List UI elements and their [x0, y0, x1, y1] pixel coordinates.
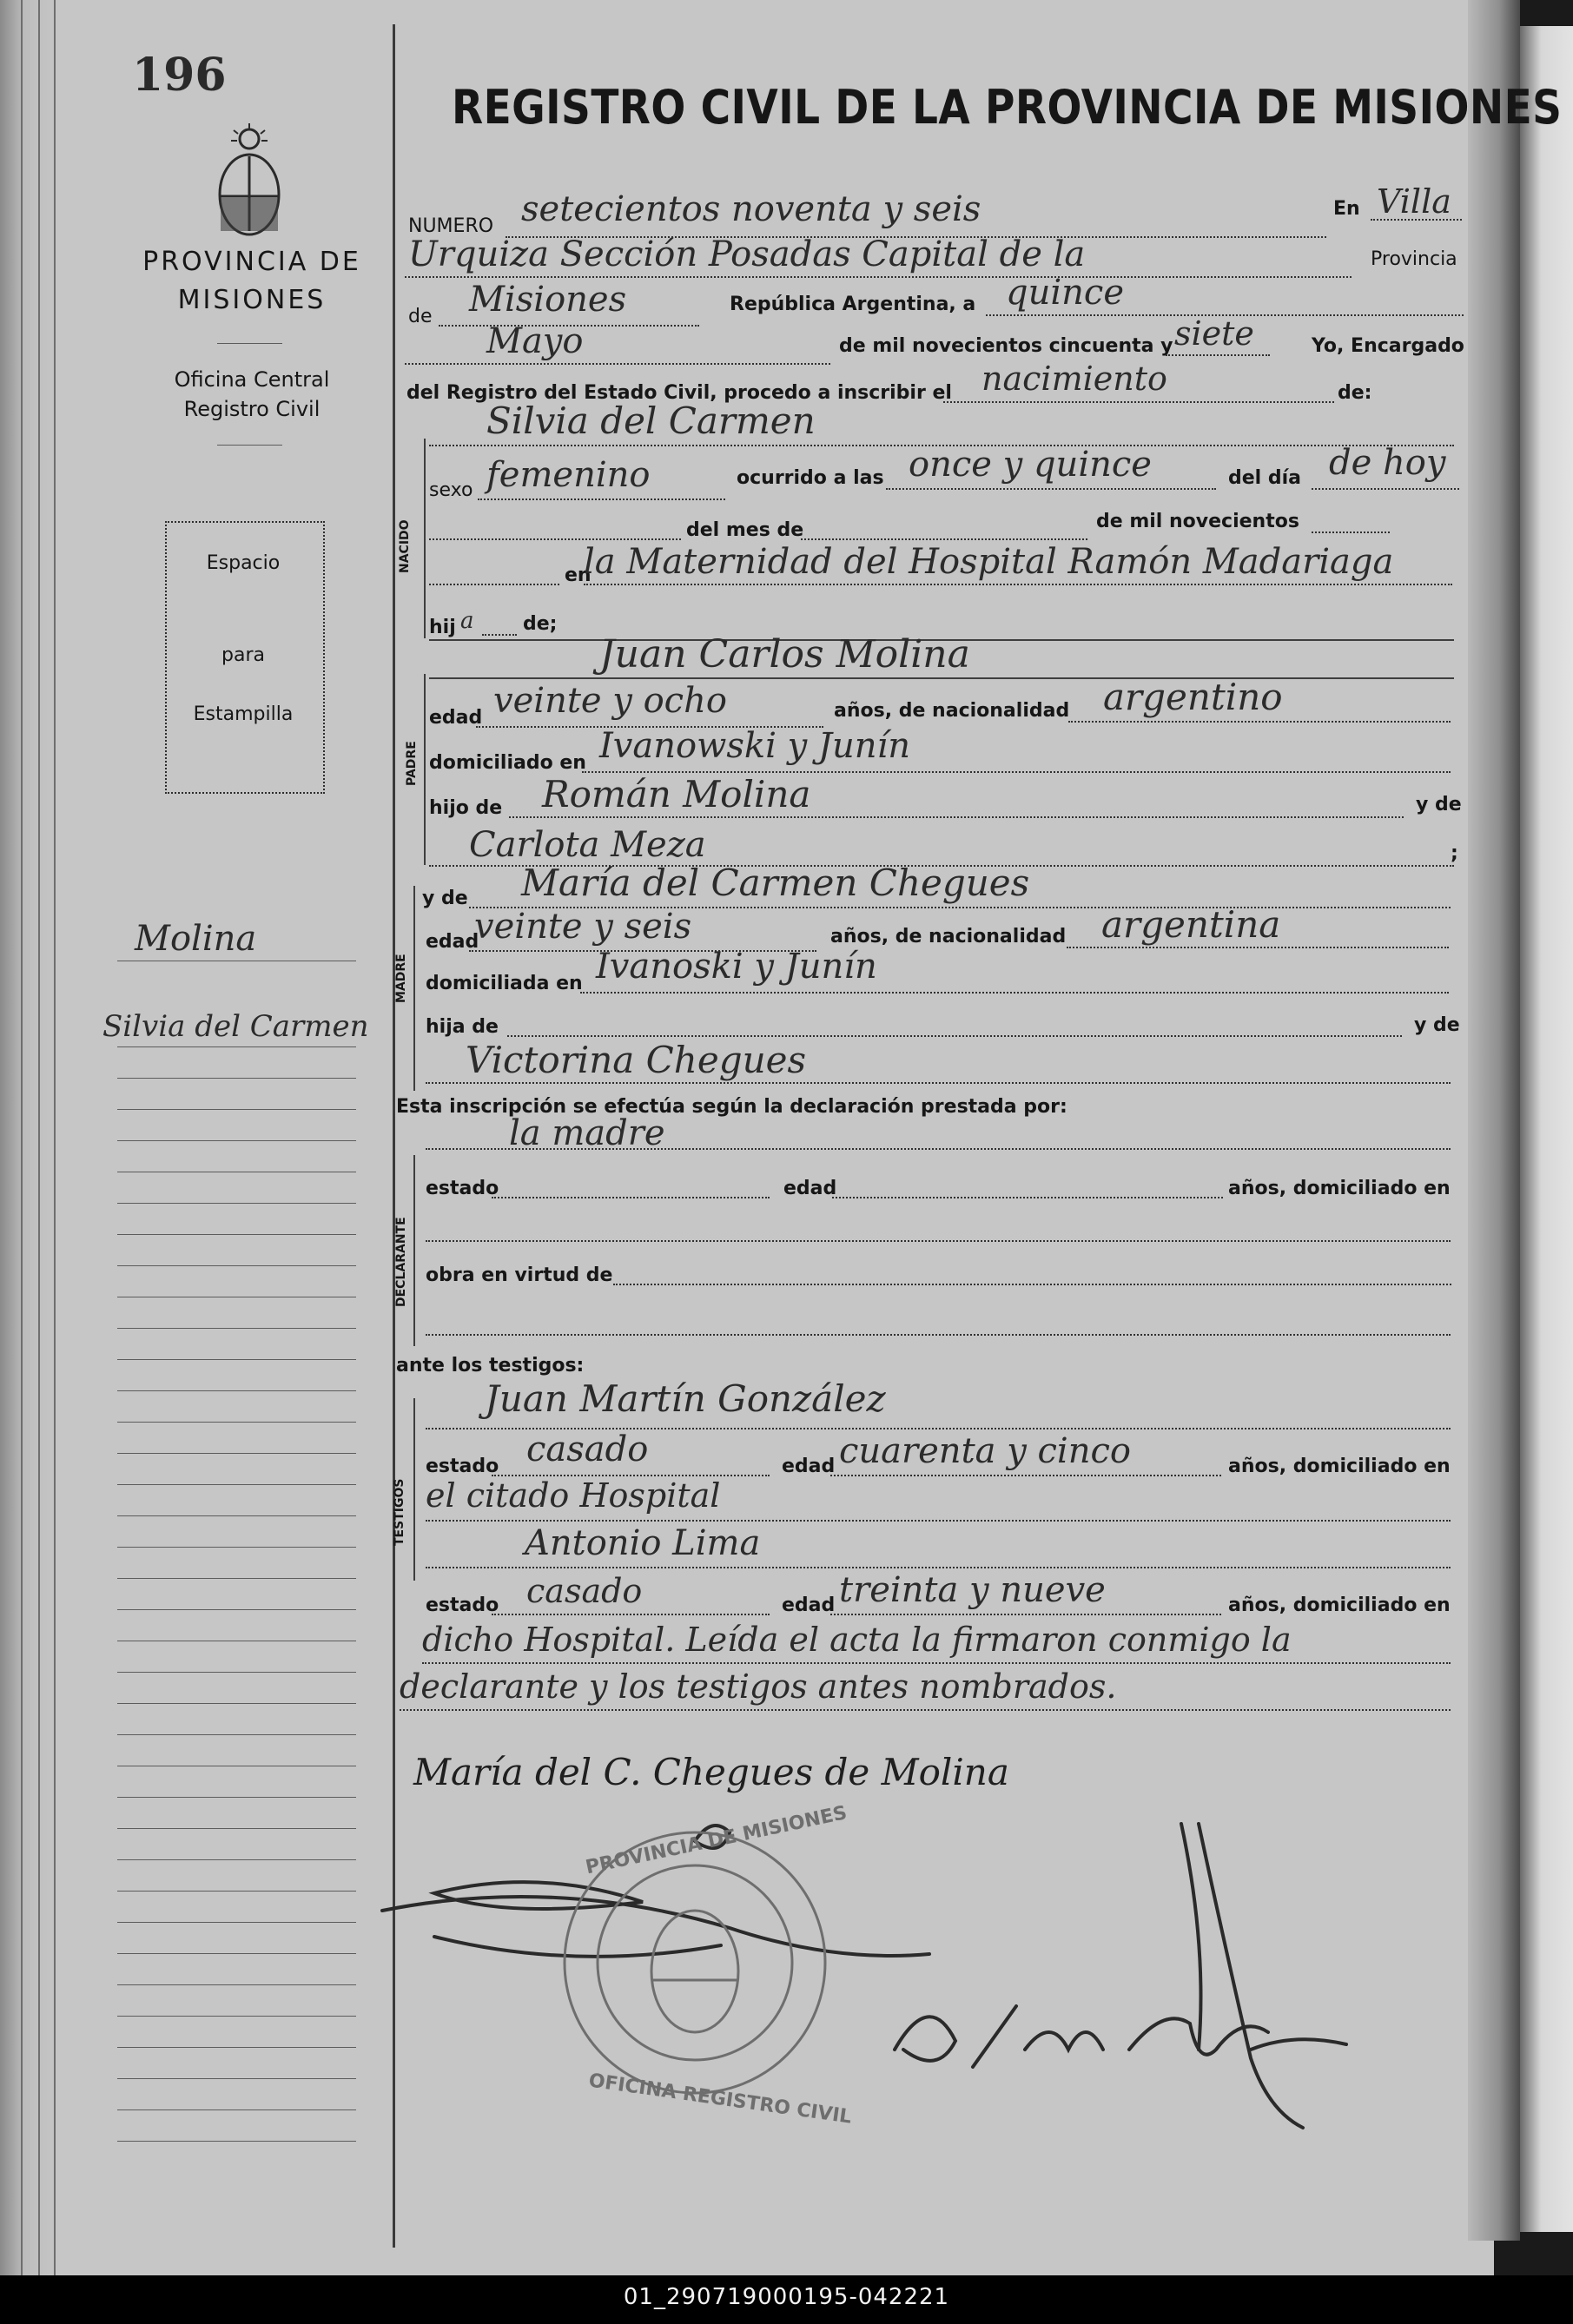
margin-ruled-line: [117, 2109, 356, 2110]
margin-ruled-line: [117, 1984, 356, 1985]
margin-ruled-line: [117, 1484, 356, 1485]
declarante-tag: DECLARANTE: [394, 1217, 408, 1307]
en-value: Villa: [1377, 182, 1451, 221]
father-name-value: Juan Carlos Molina: [599, 632, 970, 677]
novecientos-line: [1312, 531, 1390, 533]
lugar-value: la Maternidad del Hospital Ramón Madariaga: [584, 542, 1394, 582]
child-name-value: Silvia del Carmen: [486, 399, 816, 442]
lugar-line-pre: [429, 584, 559, 585]
madre-tag: MADRE: [394, 954, 408, 1003]
mes-label: del mes de: [686, 519, 804, 541]
margin-ruled-line: [117, 1953, 356, 1954]
margin-ruled-line: [117, 1234, 356, 1235]
w1-domicilio-value: el citado Hospital: [426, 1476, 721, 1515]
scan-caption: 01_290719000195-042221: [623, 2284, 950, 2310]
madre-anos-label: años, de nacionalidad: [830, 926, 1067, 947]
place-line: [405, 276, 1352, 278]
nacido-tag: NACIDO: [398, 519, 412, 573]
closing-line-2: [400, 1709, 1451, 1711]
w2-domicilio-line1: dicho Hospital. Leída el acta la firmaron conmigo la: [422, 1621, 1292, 1659]
section-bracket: [413, 1155, 415, 1346]
w1-estado-value: casado: [526, 1429, 649, 1469]
declarante-intro: Esta inscripción se efectúa según la declaración prestada por:: [396, 1096, 1067, 1118]
margin-ruled-line: [117, 2141, 356, 2142]
padre-tag: PADRE: [405, 741, 419, 786]
en-nacido-label: en: [565, 564, 592, 586]
margin-ruled-line: [117, 2016, 356, 2017]
stamp-label-1: Espacio: [206, 552, 281, 574]
book-spine: [0, 0, 61, 2275]
witness2-name-value: Antonio Lima: [525, 1523, 761, 1563]
spine-line: [54, 0, 56, 2275]
margin-ruled-line: [117, 1734, 356, 1735]
section-bracket: [424, 674, 426, 865]
year-line: [1166, 354, 1270, 356]
margin-ruled-line: [117, 1891, 356, 1892]
office-line-1: Oficina Central: [174, 367, 330, 392]
divider: [217, 445, 282, 446]
mother-name-value: María del Carmen Chegues: [521, 862, 1030, 904]
obra-line-2: [426, 1334, 1451, 1336]
madre-parent-line: [507, 1035, 1402, 1037]
declarante-edad-line: [832, 1197, 1223, 1198]
hora-line: [886, 488, 1216, 490]
del-dia-label: del día: [1228, 467, 1302, 489]
act-value: nacimiento: [981, 360, 1167, 398]
year-label: de mil novecientos cincuenta y: [839, 335, 1173, 357]
place-value: Urquiza Sección Posadas Capital de la: [408, 234, 1086, 274]
witness2-name-line: [426, 1567, 1451, 1568]
stamp-label-3: Estampilla: [193, 703, 294, 725]
madre-grandmother-line: [426, 1082, 1451, 1084]
margin-ruled-line: [117, 1922, 356, 1923]
w2-edad-line: [830, 1614, 1221, 1615]
w1-edad-value: cuarenta y cinco: [839, 1431, 1131, 1471]
margin-ruled-line: [117, 1078, 356, 1079]
padre-domicilio-label: domiciliado en: [429, 752, 586, 774]
padre-nacionalidad-line: [1068, 721, 1451, 723]
declarante-value: la madre: [509, 1113, 665, 1153]
margin-ruled-line: [117, 1578, 356, 1579]
paternal-grandmother-value: Carlota Meza: [469, 825, 706, 865]
padre-edad-label: edad: [429, 707, 483, 729]
document-title: REGISTRO CIVIL DE LA PROVINCIA DE MISIONES: [452, 80, 1563, 135]
padre-domicilio-value: Ivanowski y Junín: [599, 726, 911, 766]
madre-hija-de-label: hija de: [426, 1016, 499, 1038]
margin-ruled-line: [117, 1140, 356, 1141]
hijo-suffix: a: [460, 608, 474, 634]
mes-line-pre: [429, 538, 681, 540]
section-bracket: [424, 439, 426, 638]
page-edge: [1468, 0, 1520, 2241]
office-heading: [139, 365, 365, 424]
en-label: En: [1333, 198, 1360, 220]
hijo-line: [482, 634, 517, 636]
de2-label: de:: [1338, 382, 1372, 404]
ocurrido-label: ocurrido a las: [737, 467, 884, 489]
w1-edad-label: edad: [782, 1456, 836, 1477]
section-bracket: [413, 1398, 415, 1581]
hijo-label: hij: [429, 617, 456, 638]
province-heading: [122, 243, 382, 320]
margin-ruled-line: [117, 1672, 356, 1673]
margin-ruled-line: [117, 1328, 356, 1329]
de-label: de: [408, 306, 433, 327]
declarante-edad-label: edad: [783, 1178, 837, 1199]
margin-note-surname: Molina: [135, 919, 257, 959]
margin-ruled-line: [117, 1547, 356, 1548]
madre-domicilio-label: domiciliada en: [426, 973, 583, 994]
madre-y-de2-label: y de: [1414, 1014, 1460, 1036]
padre-edad-value: veinte y ocho: [493, 681, 727, 721]
margin-ruled-line: [117, 1703, 356, 1704]
day-value: quince: [1006, 273, 1124, 313]
republica-label: República Argentina, a: [730, 294, 976, 315]
hora-value: once y quince: [909, 445, 1152, 485]
spine-line: [38, 0, 40, 2275]
madre-edad-label: edad: [426, 931, 479, 953]
w1-edad-line: [830, 1475, 1221, 1476]
w2-estado-label: estado: [426, 1594, 499, 1616]
declarante-anos-label: años, domiciliado en: [1228, 1178, 1451, 1199]
divider: [217, 343, 282, 344]
closing-line-1: [422, 1662, 1451, 1664]
lugar-line: [584, 584, 1452, 585]
sexo-line: [478, 498, 725, 500]
margin-ruled-line: [117, 2047, 356, 2048]
father-name-line: [429, 677, 1454, 679]
sexo-value: femenino: [486, 455, 651, 495]
numero-label: NUMERO: [408, 215, 494, 237]
w2-edad-label: edad: [782, 1594, 836, 1616]
page-number: 196: [132, 49, 227, 102]
w2-edad-value: treinta y nueve: [839, 1570, 1106, 1610]
numero-value: setecientos noventa y seis: [521, 189, 981, 229]
declarante-estado-label: estado: [426, 1178, 499, 1199]
w2-estado-line: [492, 1614, 770, 1615]
margin-note-given-names: Silvia del Carmen: [102, 1009, 369, 1044]
maternal-grandmother-value: Victorina Chegues: [466, 1039, 807, 1081]
month-line: [405, 363, 830, 365]
margin-ruled-line: [117, 1859, 356, 1860]
margin-ruled-line: [117, 1265, 356, 1266]
paternal-grandfather-value: Román Molina: [542, 773, 811, 815]
grandfather-line: [509, 816, 1404, 818]
province-value: Misiones: [469, 280, 627, 320]
padre-end-mark: ;: [1451, 842, 1458, 864]
witness1-name-value: Juan Martín González: [485, 1377, 886, 1420]
section-bracket: [413, 886, 415, 1091]
madre-domicilio-line: [580, 992, 1449, 994]
w1-domicilio-line: [426, 1520, 1451, 1522]
padre-y-de-label: y de: [1416, 794, 1462, 815]
act-line: [943, 401, 1334, 403]
seal-text-top: PROVINCIA DE MISIONES: [584, 1802, 849, 1879]
office-line-2: Registro Civil: [183, 397, 321, 421]
margin-ruled-line: [117, 1203, 356, 1204]
province-line-2: MISIONES: [177, 285, 327, 315]
hijo-de-label: de;: [523, 613, 558, 635]
margin-ruled-line: [117, 1797, 356, 1798]
stamp-label-2: para: [221, 644, 265, 666]
margin-ruled-line: [117, 1422, 356, 1423]
testigos-tag: TESTIGOS: [393, 1478, 406, 1546]
padre-nacionalidad-value: argentino: [1103, 676, 1283, 718]
madre-y-de-label: y de: [422, 888, 468, 909]
declarant-signature: María del C. Chegues de Molina: [413, 1751, 1009, 1793]
dia-line: [1312, 488, 1459, 490]
margin-ruled-line: [117, 2078, 356, 2079]
w1-anos-label: años, domiciliado en: [1228, 1456, 1451, 1477]
margin-ruled-line: [117, 1109, 356, 1110]
margin-ruled-line: [117, 1046, 356, 1047]
margin-ruled-line: [117, 1515, 356, 1516]
dia-value: de hoy: [1329, 443, 1446, 483]
declarante-domicilio-line: [426, 1240, 1451, 1242]
province-line-1: PROVINCIA DE: [142, 247, 361, 277]
madre-nacionalidad-line: [1067, 947, 1449, 948]
w2-estado-value: casado: [526, 1572, 643, 1610]
w2-anos-label: años, domiciliado en: [1228, 1594, 1451, 1616]
declarante-estado-line: [492, 1197, 770, 1198]
obra-label: obra en virtud de: [426, 1264, 613, 1286]
ante-testigos-label: ante los testigos:: [396, 1355, 585, 1377]
novecientos-label: de mil novecientos: [1096, 511, 1299, 532]
madre-nacionalidad-value: argentina: [1101, 903, 1281, 946]
month-value: Mayo: [486, 321, 584, 361]
padre-anos-label: años, de nacionalidad: [834, 700, 1070, 722]
margin-ruled-line: [117, 1609, 356, 1610]
w2-domicilio-line2: declarante y los testigos antes nombrados.: [400, 1667, 1117, 1706]
year-value: siete: [1174, 314, 1254, 353]
margin-ruled-line: [117, 1390, 356, 1391]
margin-ruled-line: [117, 1359, 356, 1360]
provincial-emblem-icon: [207, 120, 292, 241]
seal-text-bottom: OFICINA REGISTRO CIVIL: [587, 2070, 853, 2129]
declarante-line: [426, 1148, 1451, 1150]
provincia-label: Provincia: [1371, 248, 1457, 270]
margin-ruled-line: [117, 1453, 356, 1454]
w1-estado-label: estado: [426, 1456, 499, 1477]
sexo-label: sexo: [429, 479, 473, 501]
margin-ruled-line: [117, 1828, 356, 1829]
spine-line: [21, 0, 23, 2275]
padre-hijo-de-label: hijo de: [429, 797, 503, 819]
next-page-edge: [1520, 26, 1573, 2232]
registro-label: del Registro del Estado Civil, procedo a inscribir el: [406, 382, 952, 404]
madre-edad-value: veinte y seis: [474, 907, 692, 947]
encargado-label: Yo, Encargado: [1312, 335, 1464, 357]
obra-line: [613, 1284, 1451, 1285]
mes-line: [801, 538, 1087, 540]
madre-domicilio-value: Ivanoski y Junín: [596, 947, 877, 987]
